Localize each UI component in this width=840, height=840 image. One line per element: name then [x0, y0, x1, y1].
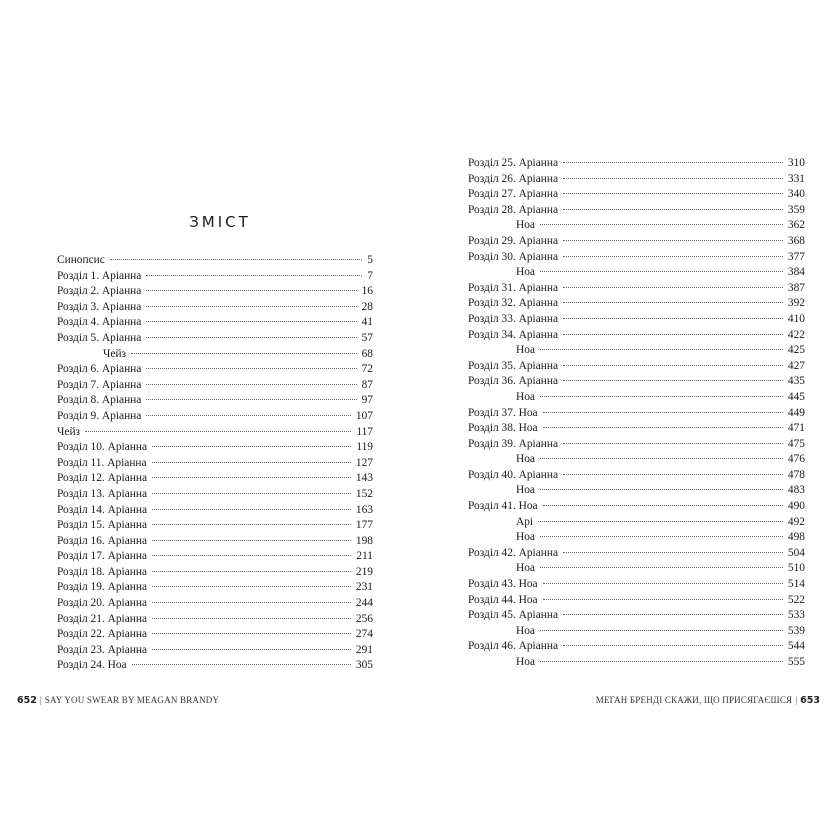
toc-entry-label: Ноа: [516, 531, 535, 544]
toc-entry: [468, 296, 805, 312]
toc-entry: [468, 218, 805, 234]
right-page: [420, 0, 840, 840]
toc-entry: [468, 499, 805, 515]
toc-entry-label: Розділ 19. Аріанна: [57, 581, 148, 594]
toc-entry-label: Розділ 17. Аріанна: [57, 550, 148, 563]
toc-entry-page: 490: [787, 500, 805, 513]
toc-entry-label: Розділ 1. Аріанна: [57, 269, 142, 282]
toc-entry: [468, 172, 805, 188]
toc-entry: [468, 546, 805, 562]
toc-entry-page: 504: [787, 546, 805, 559]
page-number-left: 652: [17, 695, 37, 706]
dot-leader: [563, 161, 783, 163]
toc-entry: [57, 269, 373, 285]
dot-leader: [85, 430, 351, 432]
running-head-right: МЕГАН БРЕНДІ СКАЖИ, ЩО ПРИСЯГАЄШСЯ: [595, 695, 793, 705]
dot-leader: [152, 570, 351, 572]
toc-entry-page: 435: [787, 375, 805, 388]
toc-entry: [57, 284, 373, 300]
dot-leader: [540, 457, 783, 459]
dot-leader: [152, 632, 351, 634]
toc-entry-page: 362: [787, 219, 805, 232]
toc-entry-page: 310: [787, 157, 805, 169]
dot-leader: [540, 488, 783, 490]
page-number-right: 653: [800, 695, 820, 706]
toc-entry-page: 16: [361, 285, 373, 298]
dot-leader: [152, 539, 351, 541]
toc-entry-page: 231: [355, 581, 373, 594]
toc-entry-label: Арі: [516, 515, 534, 528]
toc-entry: [468, 343, 805, 359]
toc-entry: [468, 312, 805, 328]
toc-entry-page: 256: [355, 612, 373, 625]
toc-entry-label: Розділ 14. Аріанна: [57, 503, 148, 516]
toc-entry-label: Розділ 12. Аріанна: [57, 472, 148, 485]
toc-entry-page: 57: [361, 331, 373, 344]
toc-entry: [468, 156, 805, 172]
dot-leader: [146, 274, 362, 276]
toc-entry-page: 410: [787, 312, 805, 325]
toc-entry-label: Розділ 2. Аріанна: [57, 285, 142, 298]
dot-leader: [131, 352, 357, 354]
toc-entry: [468, 452, 805, 468]
toc-entry: [468, 421, 805, 437]
toc-entry: [468, 328, 805, 344]
running-head-left: SAY YOU SWEAR BY MEAGAN BRANDY: [44, 695, 220, 705]
toc-entry-label: Розділ 44. Ноа: [468, 593, 538, 606]
toc-entry-label: Розділ 42. Аріанна: [468, 546, 559, 559]
toc-entry: [57, 362, 373, 378]
dot-leader: [152, 601, 351, 603]
toc-entry-label: Розділ 41. Ноа: [468, 500, 538, 513]
footer-separator-left: |: [39, 696, 42, 706]
dot-leader: [540, 348, 783, 350]
toc-entry-label: Розділ 22. Аріанна: [57, 628, 148, 641]
toc-entry-page: 368: [787, 234, 805, 247]
toc-entry: [468, 203, 805, 219]
toc-entry-page: 117: [356, 425, 373, 438]
toc-entry-page: 539: [787, 624, 805, 637]
toc-entry-page: 274: [355, 628, 373, 641]
footer-right: [596, 693, 820, 708]
toc-entry-page: 533: [787, 609, 805, 622]
dot-leader: [563, 379, 783, 381]
dot-leader: [152, 445, 351, 447]
dot-leader: [563, 613, 783, 615]
toc-entry-label: Розділ 7. Аріанна: [57, 378, 142, 391]
dot-leader: [146, 398, 356, 400]
toc-entry-label: Чейз: [103, 347, 127, 360]
toc-entry-label: Розділ 29. Аріанна: [468, 234, 559, 247]
dot-leader: [540, 629, 783, 631]
toc-entry: [468, 281, 805, 297]
dot-leader: [146, 320, 356, 322]
dot-leader: [563, 255, 783, 257]
dot-leader: [146, 336, 356, 338]
toc-entry: [57, 643, 373, 659]
toc-entry: [468, 359, 805, 375]
toc-entry: [468, 515, 805, 531]
toc-entry-label: Розділ 25. Аріанна: [468, 157, 559, 169]
toc-title: ЗМІСТ: [189, 213, 251, 232]
toc-entry: [468, 561, 805, 577]
toc-entry-page: 119: [356, 441, 373, 454]
toc-entry-page: 198: [355, 534, 373, 547]
toc-entry-label: Розділ 40. Аріанна: [468, 468, 559, 481]
dot-leader: [110, 258, 363, 260]
toc-entry-label: Розділ 18. Аріанна: [57, 565, 148, 578]
toc-entry-page: 514: [787, 578, 805, 591]
dot-leader: [543, 582, 783, 584]
toc-entry: [57, 253, 373, 269]
toc-entry-label: Ноа: [516, 562, 535, 575]
toc-entry-label: Ноа: [516, 453, 535, 466]
toc-entry-label: Ноа: [516, 219, 535, 232]
toc-entry-label: Розділ 46. Аріанна: [468, 640, 559, 653]
toc-entry: [468, 639, 805, 655]
toc-entry: [57, 440, 373, 456]
toc-entry: [57, 549, 373, 565]
toc-entry-label: Розділ 38. Ноа: [468, 422, 538, 435]
dot-leader: [563, 192, 783, 194]
toc-entry: [57, 471, 373, 487]
toc-entry: [57, 580, 373, 596]
dot-leader: [152, 523, 351, 525]
dot-leader: [152, 476, 351, 478]
toc-entry: [57, 565, 373, 581]
toc-entry-label: Розділ 26. Аріанна: [468, 172, 559, 185]
toc-entry-page: 483: [787, 484, 805, 497]
toc-entry-page: 427: [787, 359, 805, 372]
toc-entry-page: 522: [787, 593, 805, 606]
toc-entry-label: Розділ 4. Аріанна: [57, 316, 142, 329]
toc-entry: [57, 425, 373, 441]
toc-entry-page: 68: [361, 347, 373, 360]
toc-entry: [57, 596, 373, 612]
toc-entry: [57, 456, 373, 472]
dot-leader: [152, 554, 351, 556]
toc-entry: [57, 627, 373, 643]
toc-entry-label: Розділ 37. Ноа: [468, 406, 538, 419]
dot-leader: [152, 492, 351, 494]
toc-entry: [468, 577, 805, 593]
toc-entry-page: 97: [361, 394, 373, 407]
dot-leader: [563, 317, 783, 319]
toc-entry-label: Розділ 3. Аріанна: [57, 300, 142, 313]
toc-entry-label: Ноа: [516, 656, 535, 668]
toc-entry-label: Синопсис: [57, 254, 105, 266]
toc-entry-page: 359: [787, 203, 805, 216]
toc-list-left: [57, 253, 373, 674]
toc-entry-page: 478: [787, 468, 805, 481]
toc-entry-page: 422: [787, 328, 805, 341]
toc-entry-page: 449: [787, 406, 805, 419]
dot-leader: [146, 414, 351, 416]
toc-entry-page: 163: [355, 503, 373, 516]
toc-entry-page: 384: [787, 266, 805, 279]
toc-entry: [468, 437, 805, 453]
toc-entry-page: 544: [787, 640, 805, 653]
toc-entry-page: 425: [787, 344, 805, 357]
dot-leader: [543, 504, 783, 506]
toc-entry-label: Розділ 13. Аріанна: [57, 487, 148, 500]
dot-leader: [563, 364, 783, 366]
toc-entry-label: Розділ 8. Аріанна: [57, 394, 142, 407]
toc-entry-label: Ноа: [516, 390, 535, 403]
dot-leader: [563, 239, 783, 241]
toc-entry-label: Розділ 35. Аріанна: [468, 359, 559, 372]
footer-separator-right: |: [795, 696, 798, 706]
toc-entry: [468, 483, 805, 499]
toc-entry-label: Розділ 28. Аріанна: [468, 203, 559, 216]
toc-entry: [468, 234, 805, 250]
toc-entry-label: Розділ 15. Аріанна: [57, 519, 148, 532]
dot-leader: [146, 383, 356, 385]
toc-entry-page: 127: [355, 456, 373, 469]
dot-leader: [146, 305, 356, 307]
dot-leader: [540, 566, 783, 568]
toc-entry: [468, 390, 805, 406]
toc-entry: [468, 530, 805, 546]
toc-entry: [468, 608, 805, 624]
toc-entry-page: 510: [787, 562, 805, 575]
toc-entry: [57, 331, 373, 347]
toc-entry-page: 340: [787, 188, 805, 201]
toc-entry-page: 331: [787, 172, 805, 185]
dot-leader: [563, 442, 783, 444]
dot-leader: [538, 520, 783, 522]
toc-entry: [57, 658, 373, 674]
dot-leader: [563, 551, 783, 553]
dot-leader: [152, 617, 351, 619]
toc-entry-label: Розділ 30. Аріанна: [468, 250, 559, 263]
toc-entry: [57, 409, 373, 425]
dot-leader: [563, 644, 783, 646]
dot-leader: [563, 333, 783, 335]
toc-entry-label: Розділ 10. Аріанна: [57, 441, 148, 454]
toc-entry-label: Розділ 45. Аріанна: [468, 609, 559, 622]
dot-leader: [540, 395, 783, 397]
toc-entry-label: Розділ 21. Аріанна: [57, 612, 148, 625]
toc-entry-page: 492: [787, 515, 805, 528]
dot-leader: [543, 426, 783, 428]
toc-entry-label: Розділ 27. Аріанна: [468, 188, 559, 201]
toc-entry: [57, 378, 373, 394]
dot-leader: [563, 177, 783, 179]
toc-entry: [468, 250, 805, 266]
toc-entry: [57, 518, 373, 534]
toc-entry: [468, 406, 805, 422]
toc-entry-label: Розділ 23. Аріанна: [57, 643, 148, 656]
dot-leader: [563, 208, 783, 210]
dot-leader: [152, 461, 351, 463]
toc-entry-page: 445: [787, 390, 805, 403]
toc-entry-page: 475: [787, 437, 805, 450]
toc-entry: [57, 487, 373, 503]
toc-entry: [57, 393, 373, 409]
toc-entry: [57, 300, 373, 316]
toc-entry-label: Ноа: [516, 266, 535, 279]
toc-entry-label: Розділ 39. Аріанна: [468, 437, 559, 450]
toc-entry-page: 387: [787, 281, 805, 294]
toc-entry-page: 392: [787, 297, 805, 310]
dot-leader: [543, 598, 783, 600]
toc-entry-label: Розділ 20. Аріанна: [57, 597, 148, 610]
toc-entry-page: 152: [355, 487, 373, 500]
toc-entry: [468, 187, 805, 203]
toc-entry-label: Розділ 31. Аріанна: [468, 281, 559, 294]
toc-entry-page: 7: [367, 269, 373, 282]
toc-entry: [468, 265, 805, 281]
dot-leader: [146, 289, 356, 291]
dot-leader: [540, 270, 783, 272]
toc-entry-page: 291: [355, 643, 373, 656]
dot-leader: [152, 648, 351, 650]
toc-entry-page: 143: [355, 472, 373, 485]
toc-entry-label: Розділ 33. Аріанна: [468, 312, 559, 325]
toc-entry-label: Ноа: [516, 344, 535, 357]
toc-entry-label: Розділ 11. Аріанна: [57, 456, 147, 469]
toc-entry-page: 107: [355, 409, 373, 422]
dot-leader: [152, 508, 351, 510]
toc-entry-label: Розділ 43. Ноа: [468, 578, 538, 591]
dot-leader: [132, 663, 351, 665]
toc-entry-page: 305: [355, 659, 373, 672]
toc-entry-page: 244: [355, 597, 373, 610]
dot-leader: [540, 223, 783, 225]
toc-entry: [57, 315, 373, 331]
dot-leader: [152, 585, 351, 587]
toc-entry-page: 498: [787, 531, 805, 544]
dot-leader: [146, 367, 356, 369]
toc-entry-page: 377: [787, 250, 805, 263]
toc-entry-page: 555: [787, 656, 805, 668]
toc-entry-page: 87: [361, 378, 373, 391]
dot-leader: [563, 473, 783, 475]
toc-entry-label: Розділ 36. Аріанна: [468, 375, 559, 388]
toc-entry: [468, 655, 805, 671]
toc-entry-label: Ноа: [516, 624, 535, 637]
footer-left: [17, 693, 219, 708]
toc-entry-label: Чейз: [57, 425, 81, 438]
dot-leader: [540, 535, 783, 537]
toc-entry: [57, 347, 373, 363]
toc-entry-page: 219: [355, 565, 373, 578]
toc-entry-page: 211: [356, 550, 373, 563]
toc-entry-label: Розділ 9. Аріанна: [57, 409, 142, 422]
dot-leader: [563, 286, 783, 288]
toc-entry: [468, 468, 805, 484]
toc-entry-label: Розділ 34. Аріанна: [468, 328, 559, 341]
toc-entry-label: Розділ 5. Аріанна: [57, 331, 142, 344]
toc-entry-page: 41: [361, 316, 373, 329]
toc-entry-page: 5: [367, 254, 373, 266]
toc-entry-page: 28: [361, 300, 373, 313]
toc-entry: [57, 612, 373, 628]
toc-entry: [57, 534, 373, 550]
toc-entry: [57, 503, 373, 519]
toc-entry-page: 177: [355, 519, 373, 532]
toc-entry-page: 471: [787, 422, 805, 435]
dot-leader: [543, 411, 783, 413]
dot-leader: [563, 301, 783, 303]
toc-entry-label: Ноа: [516, 484, 535, 497]
toc-entry: [468, 374, 805, 390]
toc-entry-page: 72: [361, 363, 373, 376]
toc-entry: [468, 593, 805, 609]
toc-entry-label: Розділ 24. Ноа: [57, 659, 127, 672]
toc-entry: [468, 624, 805, 640]
toc-entry-label: Розділ 32. Аріанна: [468, 297, 559, 310]
toc-entry-page: 476: [787, 453, 805, 466]
toc-entry-label: Розділ 16. Аріанна: [57, 534, 148, 547]
toc-list-right: [468, 156, 805, 671]
dot-leader: [540, 660, 783, 662]
toc-entry-label: Розділ 6. Аріанна: [57, 363, 142, 376]
